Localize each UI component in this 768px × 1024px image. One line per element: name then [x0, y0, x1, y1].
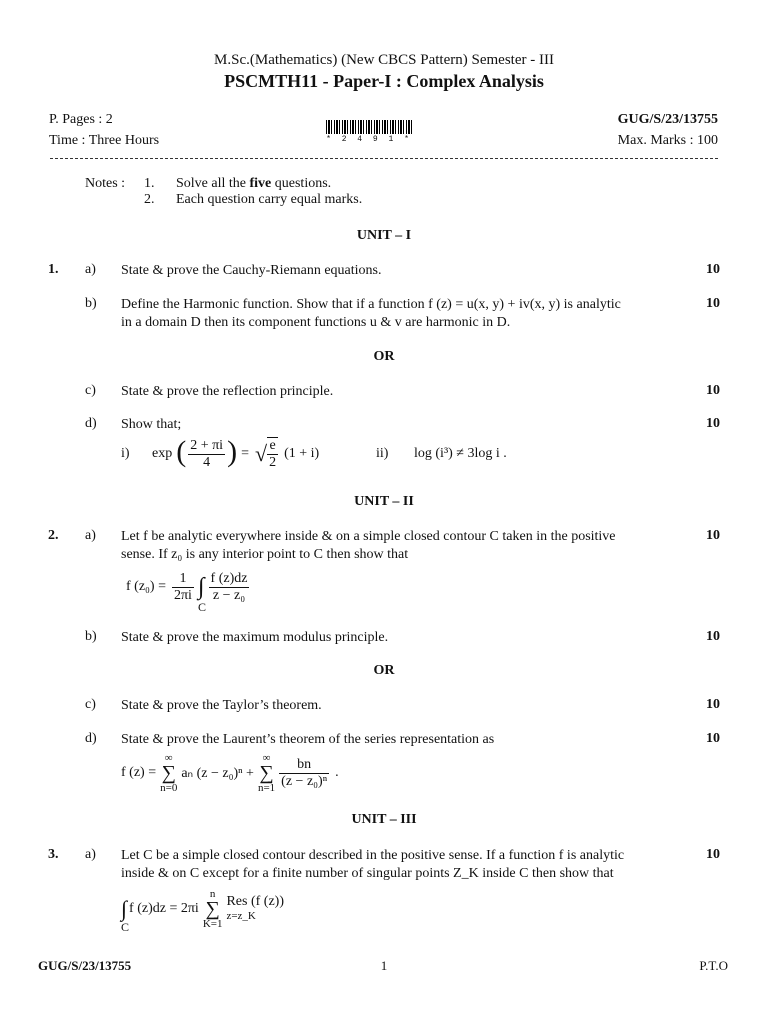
note-2-text: Each question carry equal marks.	[176, 192, 363, 207]
q1c-text: State & prove the reflection principle.	[121, 384, 334, 399]
q1d-part-ii-label: ii)	[376, 446, 389, 461]
q1b-label: b)	[85, 296, 97, 311]
q2a-marks: 10	[706, 528, 720, 543]
q2d-label: d)	[85, 731, 97, 746]
q1-number: 1.	[48, 262, 59, 277]
q1d-label: d)	[85, 416, 97, 431]
or-1: OR	[373, 349, 395, 364]
paper-code: GUG/S/23/13755	[617, 112, 718, 127]
notes-label: Notes :	[85, 176, 126, 191]
q3a-text: Let C be a simple closed contour described in the positive sense. If a function f is analytic inside & on C except for a finite number of singular points Z_K inside C then show that	[121, 848, 625, 881]
q3a-label: a)	[85, 847, 96, 862]
q1d-part-i-formula: exp ( $\frac{2 + \pi i}{4}$ ) = √ $\frac{e}{2}$ (1 + i)	[152, 435, 320, 470]
q2c-label: c)	[85, 697, 96, 712]
q1a-label: a)	[85, 262, 96, 277]
barcode-graphic	[326, 120, 412, 134]
note-1-num: 1.	[144, 176, 155, 191]
q3a-marks: 10	[706, 847, 720, 862]
page-count: P. Pages : 2	[49, 112, 113, 127]
q1d-part-ii-formula: log (i³) ≠ 3log i .	[414, 446, 507, 461]
q1c-marks: 10	[706, 383, 720, 398]
unit-2-heading: UNIT – II	[354, 494, 414, 509]
q2d-marks: 10	[706, 731, 720, 746]
q2a-formula: f (z₀) = $\frac{1}{2\pi i}$ ∫ C $\frac{f (z)dz}{\text{z − z₀}}$	[126, 570, 248, 614]
unit-1-heading: UNIT – I	[356, 228, 412, 243]
footer-code: GUG/S/23/13755	[38, 958, 132, 973]
q1d-part-i-label: i)	[121, 446, 130, 461]
exam-time: Time : Three Hours	[49, 133, 160, 148]
exam-subtitle: M.Sc.(Mathematics) (New CBCS Pattern) Semester - III	[214, 52, 554, 68]
barcode-number: * 2 4 9 1 *	[326, 135, 412, 144]
separator-line	[50, 158, 718, 159]
q2b-marks: 10	[706, 629, 720, 644]
unit-3-heading: UNIT – III	[351, 812, 417, 827]
pto-label: P.T.O	[699, 958, 728, 973]
q3a-formula: ∫ C f (z)dz = 2πi n ∑ K=1 Res (f (z)) z=z_K	[121, 888, 284, 934]
note-2-num: 2.	[144, 192, 155, 207]
or-2: OR	[373, 663, 395, 678]
q1a-text: State & prove the Cauchy-Riemann equations.	[121, 263, 382, 278]
note-1-text: Solve all the five questions.	[176, 176, 332, 191]
q2d-text: State & prove the Laurent’s theorem of the series representation as	[121, 732, 495, 747]
q1d-text: Show that;	[121, 417, 182, 432]
exam-title: PSCMTH11 - Paper-I : Complex Analysis	[224, 71, 544, 91]
max-marks: Max. Marks : 100	[617, 133, 718, 148]
q1c-label: c)	[85, 383, 96, 398]
q1a-marks: 10	[706, 262, 720, 277]
q1d-marks: 10	[706, 416, 720, 431]
q2a-label: a)	[85, 528, 96, 543]
q2c-text: State & prove the Taylor’s theorem.	[121, 698, 322, 713]
q2b-label: b)	[85, 629, 97, 644]
q2a-text: Let f be analytic everywhere inside & on a simple closed contour C taken in the positive sense. If z₀ is any interior point to C then show that	[121, 529, 616, 562]
q2-number: 2.	[48, 528, 59, 543]
q2d-formula: f (z) = ∞ ∑ n=0 aₙ (z − z₀)ⁿ + ∞ ∑ n=1 $\frac{bn}{\text{(z − z₀)ⁿ}}$ .	[121, 752, 339, 794]
page-number: 1	[380, 958, 388, 973]
q3-number: 3.	[48, 847, 59, 862]
q1b-text: Define the Harmonic function. Show that if a function f (z) = u(x, y) + iv(x, y) is analytic in a domain D then its component functions u & v are harmonic in D.	[121, 297, 621, 330]
q1b-marks: 10	[706, 296, 720, 311]
q2b-text: State & prove the maximum modulus principle.	[121, 630, 389, 645]
q2c-marks: 10	[706, 697, 720, 712]
